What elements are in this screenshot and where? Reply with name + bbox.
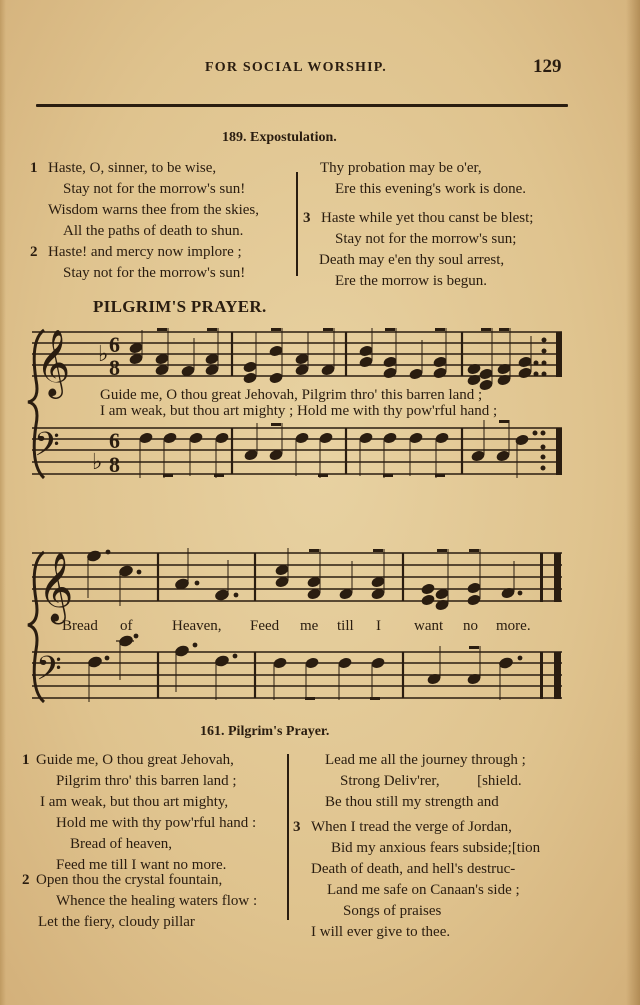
verse-line: Be thou still my strength and <box>325 794 499 810</box>
verse-number: 3 <box>293 819 301 835</box>
verse-line: Open thou the crystal fountain, <box>36 872 223 888</box>
bass-staff-2 <box>32 652 562 698</box>
system-2-lyric-word: me <box>300 618 319 634</box>
verse-line: Strong Deliv'rer, [shield. <box>340 773 522 789</box>
system-2 <box>28 548 562 702</box>
verse-number: 1 <box>30 160 38 176</box>
bass-notes-2 <box>87 634 522 702</box>
verse-number: 2 <box>22 872 30 888</box>
hymn-161-verse-3 <box>293 817 540 943</box>
page-number: 129 <box>533 56 562 77</box>
verse-line: Ere the morrow is begun. <box>335 273 488 289</box>
time-sig-bottom: 8 <box>109 452 120 477</box>
treble-clef-icon: 𝄞 <box>36 328 71 396</box>
system-2-lyric-word: of <box>120 618 133 634</box>
hymn-161-verse-1 <box>22 750 256 876</box>
verse-line: Wisdom warns thee from the skies, <box>48 202 260 218</box>
verse-line: Hold me with thy pow'rful hand : <box>56 815 257 831</box>
system-2-lyric-word: Heaven, <box>172 618 222 634</box>
system-2-lyric-word: want <box>414 618 444 634</box>
verse-line: Haste! and mercy now implore ; <box>48 244 242 260</box>
verse-number: 1 <box>22 752 30 768</box>
tune-title: PILGRIM'S PRAYER. <box>93 297 267 316</box>
flat-icon: ♭ <box>98 342 109 367</box>
verse-line: Thy probation may be o'er, <box>320 160 482 176</box>
verse-line: When I tread the verge of Jordan, <box>311 819 512 835</box>
verse-line: Haste, O, sinner, to be wise, <box>48 160 217 176</box>
verse-line: Lead me all the journey through ; <box>325 752 526 768</box>
time-sig-top: 6 <box>109 428 120 453</box>
system-2-lyric-word: I <box>376 618 381 634</box>
hymn-161-verse-2 <box>22 870 257 933</box>
verse-line: Whence the healing waters flow : <box>56 893 258 909</box>
system-2-lyric-word: Feed <box>250 618 280 634</box>
verse-line: Stay not for the morrow's sun; <box>335 231 517 247</box>
verse-line: Death may e'en thy soul arrest, <box>319 252 505 268</box>
hymn-161-verse-2-cont <box>325 750 526 813</box>
verse-line: Feed me till I want no more. <box>56 857 227 873</box>
treble-notes-1 <box>129 328 532 391</box>
running-head: FOR SOCIAL WORSHIP. <box>205 60 387 75</box>
system-1-lyrics-line-1: Guide me, O thou great Jehovah, Pilgrim thro' this barren land ; <box>100 387 483 403</box>
verse-line: Pilgrim thro' this barren land ; <box>56 773 237 789</box>
system-2-lyric-word: more. <box>496 618 531 634</box>
verse-line: Stay not for the morrow's sun! <box>63 265 246 281</box>
time-sig-top: 6 <box>109 332 120 357</box>
verse-line: Stay not for the morrow's sun! <box>63 181 246 197</box>
bass-clef-icon: 𝄢 <box>34 426 60 472</box>
verse-line: Guide me, O thou great Jehovah, <box>36 752 234 768</box>
system-2-lyric-word: till <box>337 618 354 634</box>
verse-number: 2 <box>30 244 38 260</box>
verse-line: Songs of praises <box>343 903 442 919</box>
verse-line: Haste while yet thou canst be blest; <box>321 210 534 226</box>
verse-line: Bid my anxious fears subside;[tion <box>331 840 541 856</box>
system-2-lyric-word: Bread <box>62 618 98 634</box>
verse-line: I will ever give to thee. <box>311 924 451 940</box>
hymn-189-title: 189. Expostulation. <box>222 130 337 145</box>
time-sig-bottom: 8 <box>109 355 120 380</box>
verse-line: Ere this evening's work is done. <box>335 181 527 197</box>
bass-clef-icon: 𝄢 <box>36 650 62 696</box>
treble-clef-icon: 𝄞 <box>38 552 74 622</box>
verse-line: Bread of heaven, <box>70 836 173 852</box>
verse-line: Let the fiery, cloudy pillar <box>38 914 195 930</box>
hymn-161-title: 161. Pilgrim's Prayer. <box>200 724 330 739</box>
flat-icon: ♭ <box>92 450 103 475</box>
column-divider <box>287 754 289 920</box>
verse-line: Land me safe on Canaan's side ; <box>327 882 520 898</box>
system-1-lyrics-line-2: I am weak, but thou art mighty ; Hold me with thy pow'rful hand ; <box>100 403 498 419</box>
treble-staff-2 <box>32 553 562 601</box>
system-2-lyric-word: no <box>463 618 478 634</box>
verse-line: I am weak, but thou art mighty, <box>40 794 229 810</box>
verse-line: Death of death, and hell's destruc- <box>311 861 516 877</box>
verse-line: All the paths of death to shun. <box>63 223 244 239</box>
verse-number: 3 <box>303 210 311 226</box>
